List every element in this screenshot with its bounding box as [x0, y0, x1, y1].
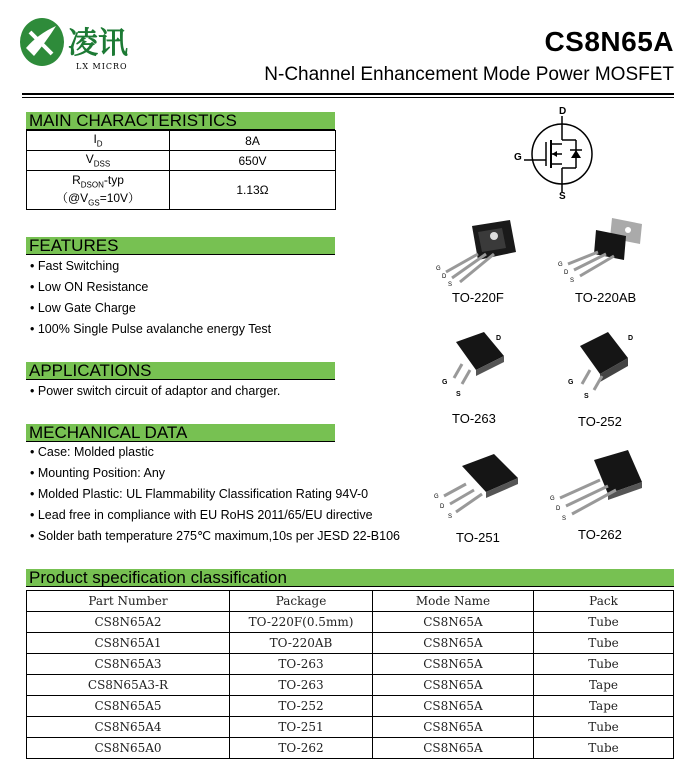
list-item: • Power switch circuit of adaptor and charger.: [30, 381, 280, 402]
cell-pack: Tube: [534, 633, 674, 654]
features-header: FEATURES: [26, 237, 335, 255]
pin-g-label: G: [434, 494, 439, 500]
value-id: 8A: [170, 131, 336, 151]
list-item: • Solder bath temperature 275℃ maximum,10s per JESD 22-B106: [30, 526, 400, 547]
package-label: TO-220AB: [575, 290, 637, 305]
cell-package: TO-252: [230, 696, 373, 717]
cell-pack: Tape: [534, 696, 674, 717]
cell-part: CS8N65A1: [27, 633, 230, 654]
logo-mark-icon: [20, 18, 64, 66]
list-item: • Case: Molded plastic: [30, 442, 400, 463]
package-label: TO-262: [578, 527, 622, 542]
applications-header: APPLICATIONS: [26, 362, 335, 380]
column-header: Part Number: [27, 591, 230, 612]
to252-package-icon: [558, 328, 638, 404]
cell-package: TO-263: [230, 654, 373, 675]
table-row: [27, 633, 674, 654]
column-header: Package: [230, 591, 373, 612]
cell-part: CS8N65A5: [27, 696, 230, 717]
pin-d-label: D: [556, 506, 561, 512]
list-item: • Fast Switching: [30, 256, 271, 277]
value-rdson: 1.13Ω: [170, 171, 336, 210]
pin-d-label: D: [564, 270, 569, 276]
pin-d-label: D: [496, 335, 502, 342]
value-vdss: 650V: [170, 151, 336, 171]
pin-d-label: D: [628, 335, 634, 342]
cell-package: TO-251: [230, 717, 373, 738]
list-item: • Low ON Resistance: [30, 277, 271, 298]
pin-s-label: S: [562, 516, 567, 522]
table-row: [27, 171, 336, 210]
cell-part: CS8N65A4: [27, 717, 230, 738]
list-item: • Mounting Position: Any: [30, 463, 400, 484]
to251-package-icon: [432, 450, 522, 526]
symbol-drain-label: D: [559, 106, 567, 117]
pin-s-label: S: [584, 393, 589, 400]
cell-part: CS8N65A2: [27, 612, 230, 633]
to263-package-icon: [432, 328, 512, 404]
list-item: • Low Gate Charge: [30, 298, 271, 319]
param-id: $I_D$: [27, 131, 170, 151]
pin-s-label: S: [448, 282, 453, 288]
header-divider-thin: [22, 97, 674, 98]
pin-g-label: G: [442, 379, 448, 386]
cell-pack: Tape: [534, 675, 674, 696]
cell-pack: Tube: [534, 738, 674, 759]
package-label: TO-252: [578, 414, 622, 429]
company-logo: [12, 12, 162, 76]
cell-mode: CS8N65A: [373, 612, 534, 633]
pin-d-label: D: [442, 274, 447, 280]
device-subtitle: N-Channel Enhancement Mode Power MOSFET: [264, 64, 674, 85]
symbol-source-label: S: [559, 191, 566, 200]
column-header: Mode Name: [373, 591, 534, 612]
to220f-package-icon: [432, 214, 532, 294]
main-characteristics-header: MAIN CHARACTERISTICS: [26, 112, 335, 130]
package-label: TO-263: [452, 411, 496, 426]
header-divider: [22, 93, 674, 95]
pin-d-label: D: [440, 504, 445, 510]
table-row: [27, 696, 674, 717]
logo-english-text: LX MICRO: [76, 62, 128, 71]
list-item: • Molded Plastic: UL Flammability Classification Rating 94V-0: [30, 484, 400, 505]
cell-mode: CS8N65A: [373, 696, 534, 717]
to220ab-package-icon: [556, 214, 656, 290]
table-row: [27, 717, 674, 738]
cell-part: CS8N65A0: [27, 738, 230, 759]
part-number-title: CS8N65A: [544, 26, 674, 57]
cell-part: CS8N65A3: [27, 654, 230, 675]
pin-s-label: S: [570, 278, 575, 284]
main-characteristics-table: [26, 130, 336, 210]
cell-pack: Tube: [534, 612, 674, 633]
param-rdson: $R_{DSON}$-typ $(@V_{GS}=10V)$: [27, 171, 170, 210]
list-item: • Lead free in compliance with EU RoHS 2011/65/EU directive: [30, 505, 400, 526]
cell-mode: CS8N65A: [373, 633, 534, 654]
mechanical-list: [30, 442, 400, 547]
cell-package: TO-220F(0.5mm): [230, 612, 373, 633]
to262-package-icon: [548, 450, 648, 526]
cell-part: CS8N65A3-R: [27, 675, 230, 696]
cell-mode: CS8N65A: [373, 717, 534, 738]
table-row: [27, 654, 674, 675]
mosfet-symbol-icon: [506, 104, 616, 200]
column-header: Pack: [534, 591, 674, 612]
param-vdss: $V_{DSS}$: [27, 151, 170, 171]
pin-s-label: S: [448, 514, 453, 520]
pin-g-label: G: [550, 496, 555, 502]
table-row: [27, 675, 674, 696]
table-header-row: [27, 591, 674, 612]
logo-chinese-text: 凌讯: [68, 26, 128, 61]
cell-mode: CS8N65A: [373, 738, 534, 759]
symbol-gate-label: G: [514, 152, 522, 163]
pin-g-label: G: [558, 262, 563, 268]
table-row: [27, 738, 674, 759]
cell-pack: Tube: [534, 654, 674, 675]
mechanical-data-header: MECHANICAL DATA: [26, 424, 335, 442]
table-row: [27, 131, 336, 151]
table-row: [27, 612, 674, 633]
pin-g-label: G: [568, 379, 574, 386]
pin-g-label: G: [436, 266, 441, 272]
package-label: TO-251: [456, 530, 500, 545]
cell-mode: CS8N65A: [373, 675, 534, 696]
product-spec-table: [26, 590, 674, 759]
package-label: TO-220F: [452, 290, 504, 305]
product-spec-header: Product specification classification: [26, 569, 674, 587]
cell-package: TO-263: [230, 675, 373, 696]
cell-package: TO-262: [230, 738, 373, 759]
applications-list: [30, 381, 280, 402]
table-row: [27, 151, 336, 171]
features-list: [30, 256, 271, 340]
pin-s-label: S: [456, 391, 461, 398]
cell-package: TO-220AB: [230, 633, 373, 654]
cell-mode: CS8N65A: [373, 654, 534, 675]
cell-pack: Tube: [534, 717, 674, 738]
list-item: • 100% Single Pulse avalanche energy Test: [30, 319, 271, 340]
